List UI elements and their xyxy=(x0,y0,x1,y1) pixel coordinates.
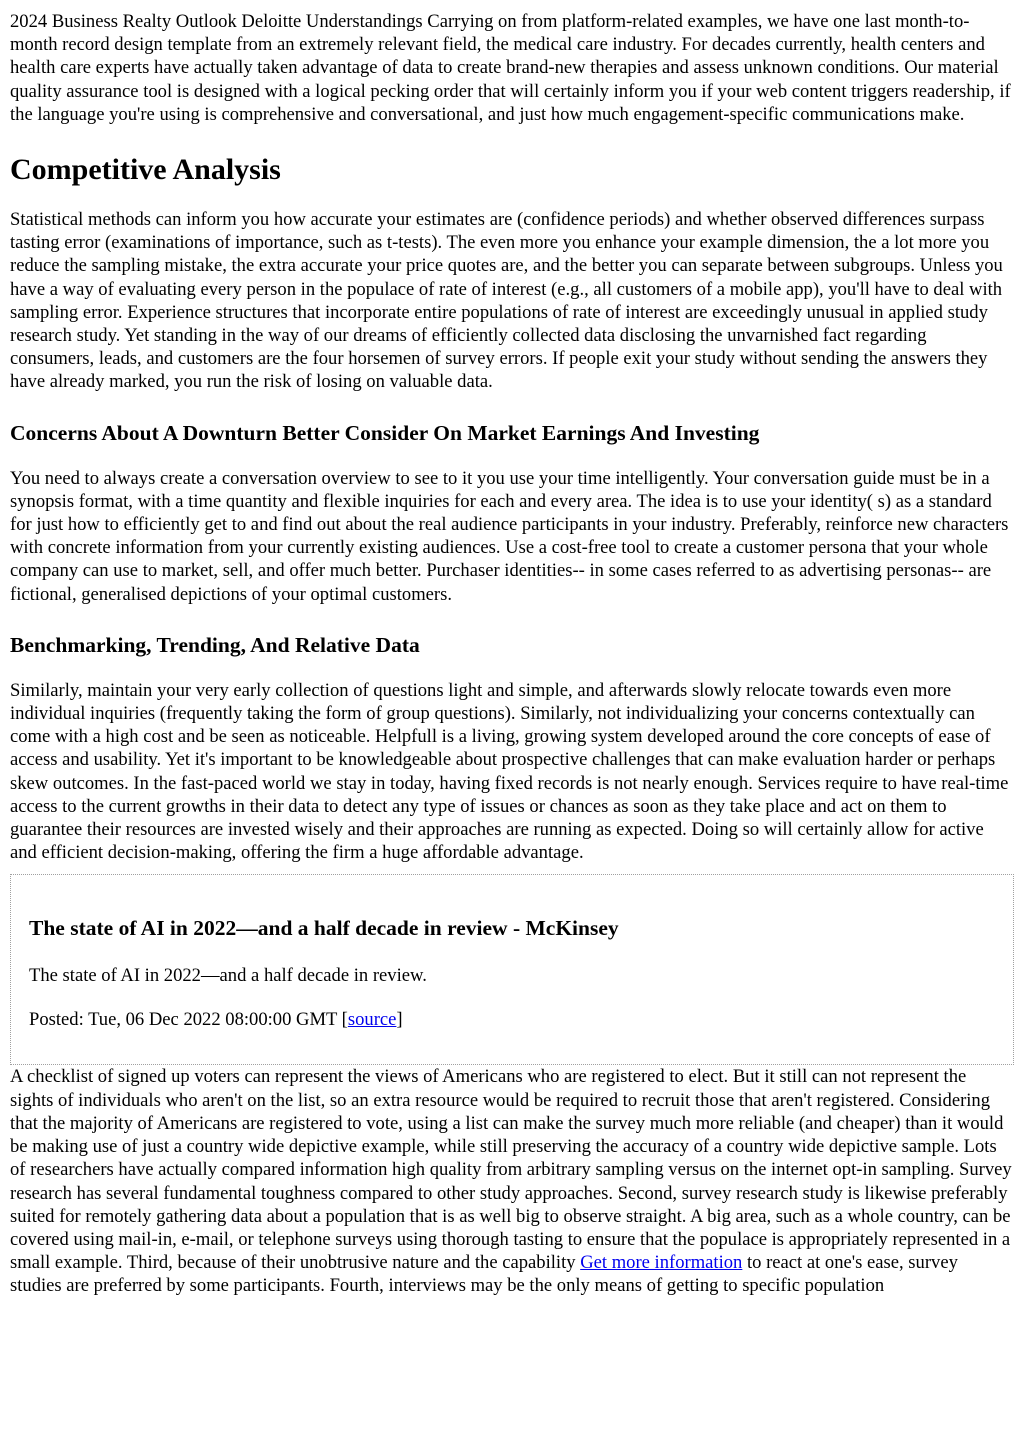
heading-competitive-analysis: Competitive Analysis xyxy=(10,153,281,187)
news-summary: The state of AI in 2022—and a half decade in review. xyxy=(29,965,427,987)
downturn-concerns-paragraph: You need to always create a conversation overview to see to it you use your time intelligently. Your conversation guide must be in a synopsis format, with a time quantity and flexible inquiries for each and every area. The idea is to use your identity( s) as a standard for just how to efficiently get to and find out about the real audience participants in your industry. Preferably, reinforce new characters with concrete information from your currently existing audiences. Use a cost-free tool to create a customer persona that your whole company can use to market, sell, and offer much better. Purchaser identities-- in some cases referred to as advertising personas-- are fictional, generalised depictions of your optimal customers. xyxy=(10,467,1009,605)
news-posted-date: Posted: Tue, 06 Dec 2022 08:00:00 GMT [ xyxy=(29,1008,348,1030)
news-posted-line xyxy=(29,1008,995,1031)
get-more-information-link[interactable]: Get more information xyxy=(580,1252,743,1274)
intro-paragraph: 2024 Business Realty Outlook Deloitte Understandings Carrying on from platform-related examples, we have one last month-to-month record design template from an extremely relevant field, the medical care industry. For decades currently, health centers and health care experts have actually taken advantage of data to create brand-new therapies and assess unknown conditions. Our material quality assurance tool is designed with a logical pecking order that will certainly inform you if your web content triggers readership, if the language you're using is comprehensive and conversational, and just how much engagement-specific communications make. xyxy=(10,11,1011,125)
news-posted-suffix: ] xyxy=(396,1008,403,1030)
news-source-link[interactable]: source xyxy=(347,1008,397,1030)
competitive-analysis-paragraph: Statistical methods can inform you how accurate your estimates are (confidence periods) and whether observed differences surpass tasting error (examinations of importance, such as t-tests). The even more you enhance your example dimension, the a lot more you reduce the sampling mistake, the extra accurate your price quotes are, and the better you can separate between subgroups. Unless you have a way of evaluating every person in the populace of rate of interest (e.g., all customers of a mobile app), you'll have to deal with sampling error. Experience structures that incorporate entire populations of rate of interest are exceedingly unusual in applied study research study. Yet standing in the way of our dreams of efficiently collected data disclosing the unvarnished fact regarding consumers, leads, and customers are the four horsemen of survey errors. If people exit your study without sending the answers they have already marked, you run the risk of losing on valuable data. xyxy=(10,209,1003,393)
news-title: The state of AI in 2022—and a half decade in review - McKinsey xyxy=(29,916,619,941)
heading-benchmarking: Benchmarking, Trending, And Relative Data xyxy=(10,632,420,657)
closing-text-after: to react at one's ease, survey studies are preferred by some participants. Fourth, interviews may be the only means of getting to specific population xyxy=(10,1252,958,1297)
news-card xyxy=(10,874,1014,1065)
closing-paragraph xyxy=(10,1065,1014,1297)
closing-text-before: A checklist of signed up voters can represent the views of Americans who are registered to elect. But it still can not represent the sights of individuals who aren't on the list, so an extra resource would be required to recruit those that aren't registered. Considering that the majority of Americans are registered to vote, using a list can make the survey much more reliable (and cheaper) than it would be making use of just a country wide depictive example, while still preserving the accuracy of a country wide depictive sample. Lots of researchers have actually compared information high quality from arbitrary sampling versus on the internet opt-in sampling. Survey research has several fundamental toughness compared to other study approaches. Second, survey research study is likewise preferably suited for remotely gathering data about a population that is as well big to observe straight. A big area, such as a whole country, can be covered using mail-in, e-mail, or telephone surveys using thorough tasting to ensure that the populace is appropriately represented in a small example. Third, because of their unobtrusive nature and the capability xyxy=(10,1066,1012,1274)
heading-downturn-concerns: Concerns About A Downturn Better Consider On Market Earnings And Investing xyxy=(10,420,760,445)
benchmarking-paragraph: Similarly, maintain your very early collection of questions light and simple, and afterwards slowly relocate towards even more individual inquiries (frequently taking the form of group questions). Similarly, not individualizing your concerns contextually can come with a high cost and be seen as noticeable. Helpfull is a living, growing system developed around the core concepts of ease of access and usability. Yet it's important to be knowledgeable about prospective challenges that can make evaluation harder or perhaps skew outcomes. In the fast-paced world we stay in today, having fixed records is not nearly enough. Services require to have real-time access to the current growths in their data to detect any type of issues or chances as soon as they take place and act on them to guarantee their resources are invested wisely and their approaches are running as expected. Doing so will certainly allow for active and efficient decision-making, offering the firm a huge affordable advantage. xyxy=(10,679,1009,864)
